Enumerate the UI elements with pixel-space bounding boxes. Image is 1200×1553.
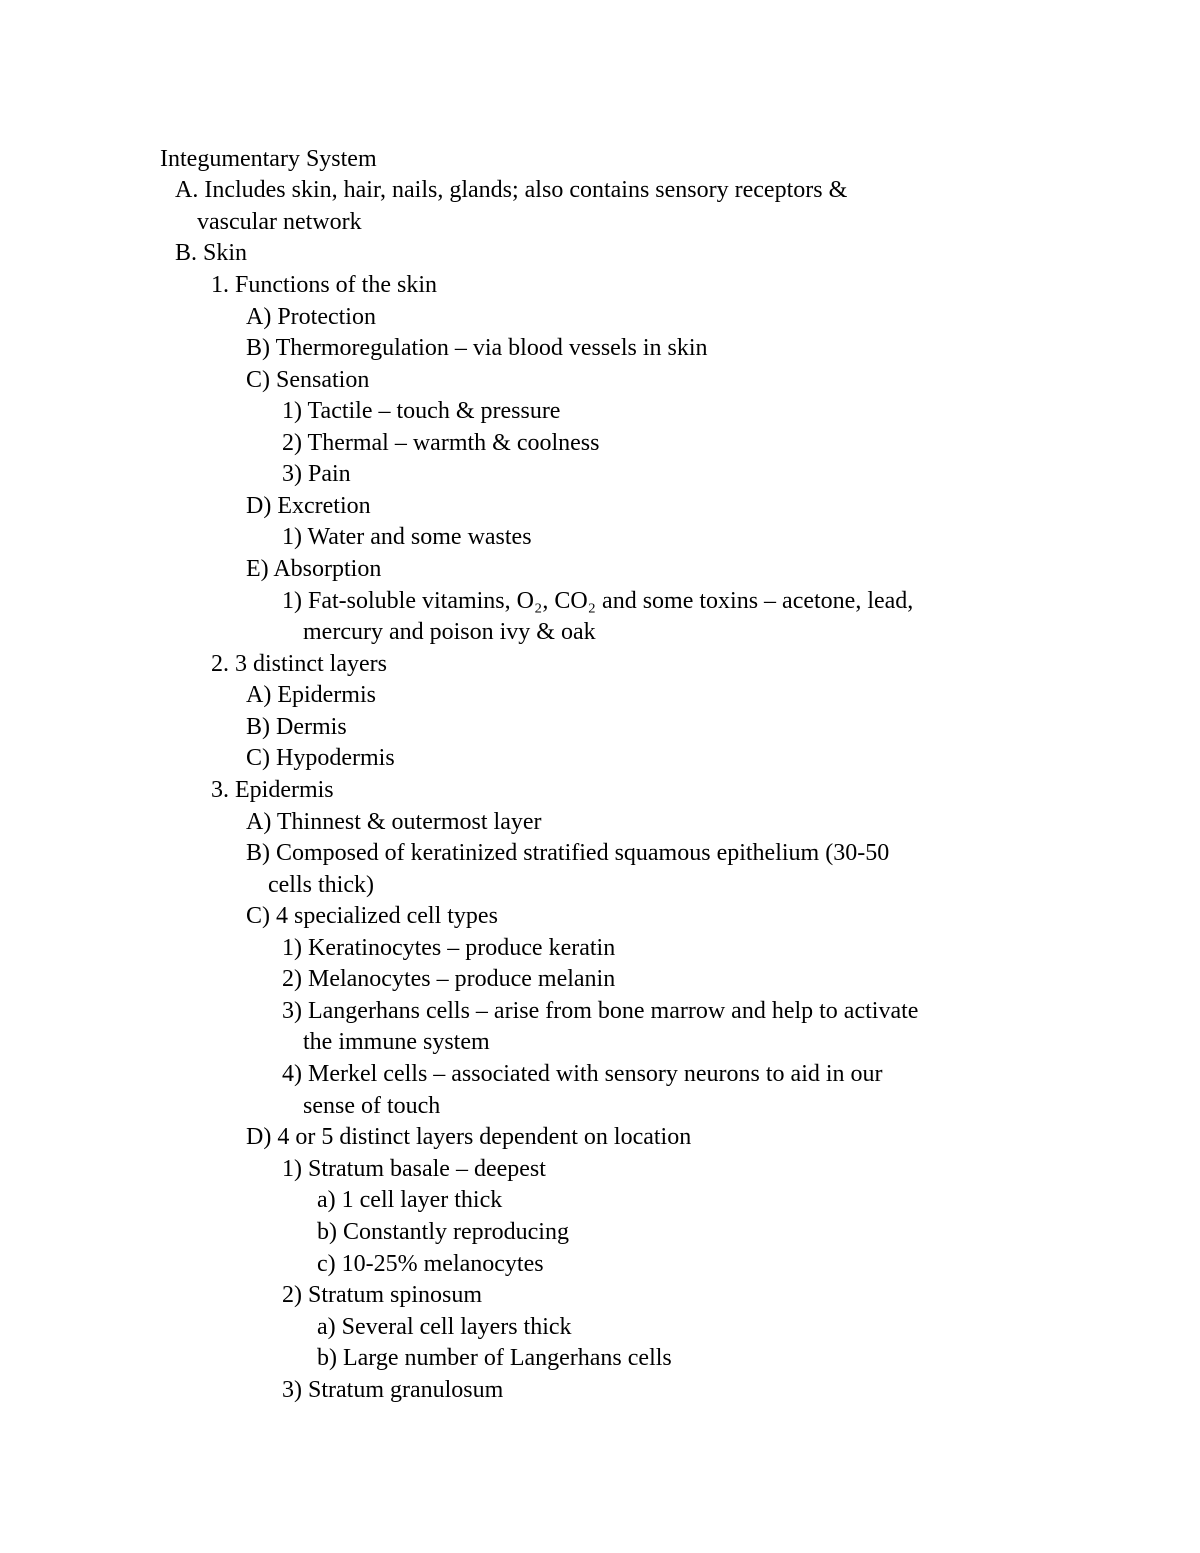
outline-line: c) 10-25% melanocytes <box>317 1251 544 1277</box>
outline-line: B) Dermis <box>246 714 347 740</box>
outline-line: vascular network <box>197 209 362 235</box>
outline-line: A) Protection <box>246 304 376 330</box>
outline-line: cells thick) <box>268 872 374 898</box>
outline-line: 1) Fat-soluble vitamins, O₂, CO₂ and some toxins – acetone, lead, <box>282 588 914 614</box>
outline-line: B. Skin <box>175 240 248 266</box>
outline-line: D) Excretion <box>246 493 371 519</box>
outline-line: 1) Keratinocytes – produce keratin <box>282 935 616 961</box>
outline-line: mercury and poison ivy & oak <box>303 619 596 645</box>
outline-line: B) Composed of keratinized stratified squamous epithelium (30-50 <box>246 840 890 866</box>
outline-line: A) Epidermis <box>246 682 376 708</box>
outline-line: C) Sensation <box>246 367 370 393</box>
outline-line: 3) Langerhans cells – arise from bone marrow and help to activate <box>282 998 919 1024</box>
outline-line: 2) Melanocytes – produce melanin <box>282 966 616 992</box>
outline-line: sense of touch <box>303 1093 441 1119</box>
outline-line: E) Absorption <box>246 556 382 582</box>
outline-line: 1. Functions of the skin <box>211 272 437 298</box>
outline-line: 3) Stratum granulosum <box>282 1377 504 1403</box>
outline-line: B) Thermoregulation – via blood vessels in skin <box>246 335 708 361</box>
outline-line: 2) Stratum spinosum <box>282 1282 483 1308</box>
outline-line: 3. Epidermis <box>211 777 334 803</box>
outline-line: A) Thinnest & outermost layer <box>246 809 542 835</box>
outline-line: 2. 3 distinct layers <box>211 651 387 677</box>
outline-line: b) Large number of Langerhans cells <box>317 1345 672 1371</box>
outline-line: A. Includes skin, hair, nails, glands; also contains sensory receptors & <box>175 177 848 203</box>
outline-line: 4) Merkel cells – associated with sensory neurons to aid in our <box>282 1061 883 1087</box>
outline-line: 1) Water and some wastes <box>282 524 532 550</box>
outline-line: 2) Thermal – warmth & coolness <box>282 430 600 456</box>
outline-line: a) Several cell layers thick <box>317 1314 572 1340</box>
outline-line: C) 4 specialized cell types <box>246 903 498 929</box>
outline-line: 3) Pain <box>282 461 351 487</box>
outline-line: 1) Tactile – touch & pressure <box>282 398 561 424</box>
outline-line: C) Hypodermis <box>246 745 395 771</box>
outline-line: b) Constantly reproducing <box>317 1219 569 1245</box>
outline-line: the immune system <box>303 1029 490 1055</box>
outline-line: a) 1 cell layer thick <box>317 1187 503 1213</box>
outline-line: D) 4 or 5 distinct layers dependent on location <box>246 1124 692 1150</box>
document-title: Integumentary System <box>160 146 377 172</box>
outline-line: 1) Stratum basale – deepest <box>282 1156 546 1182</box>
